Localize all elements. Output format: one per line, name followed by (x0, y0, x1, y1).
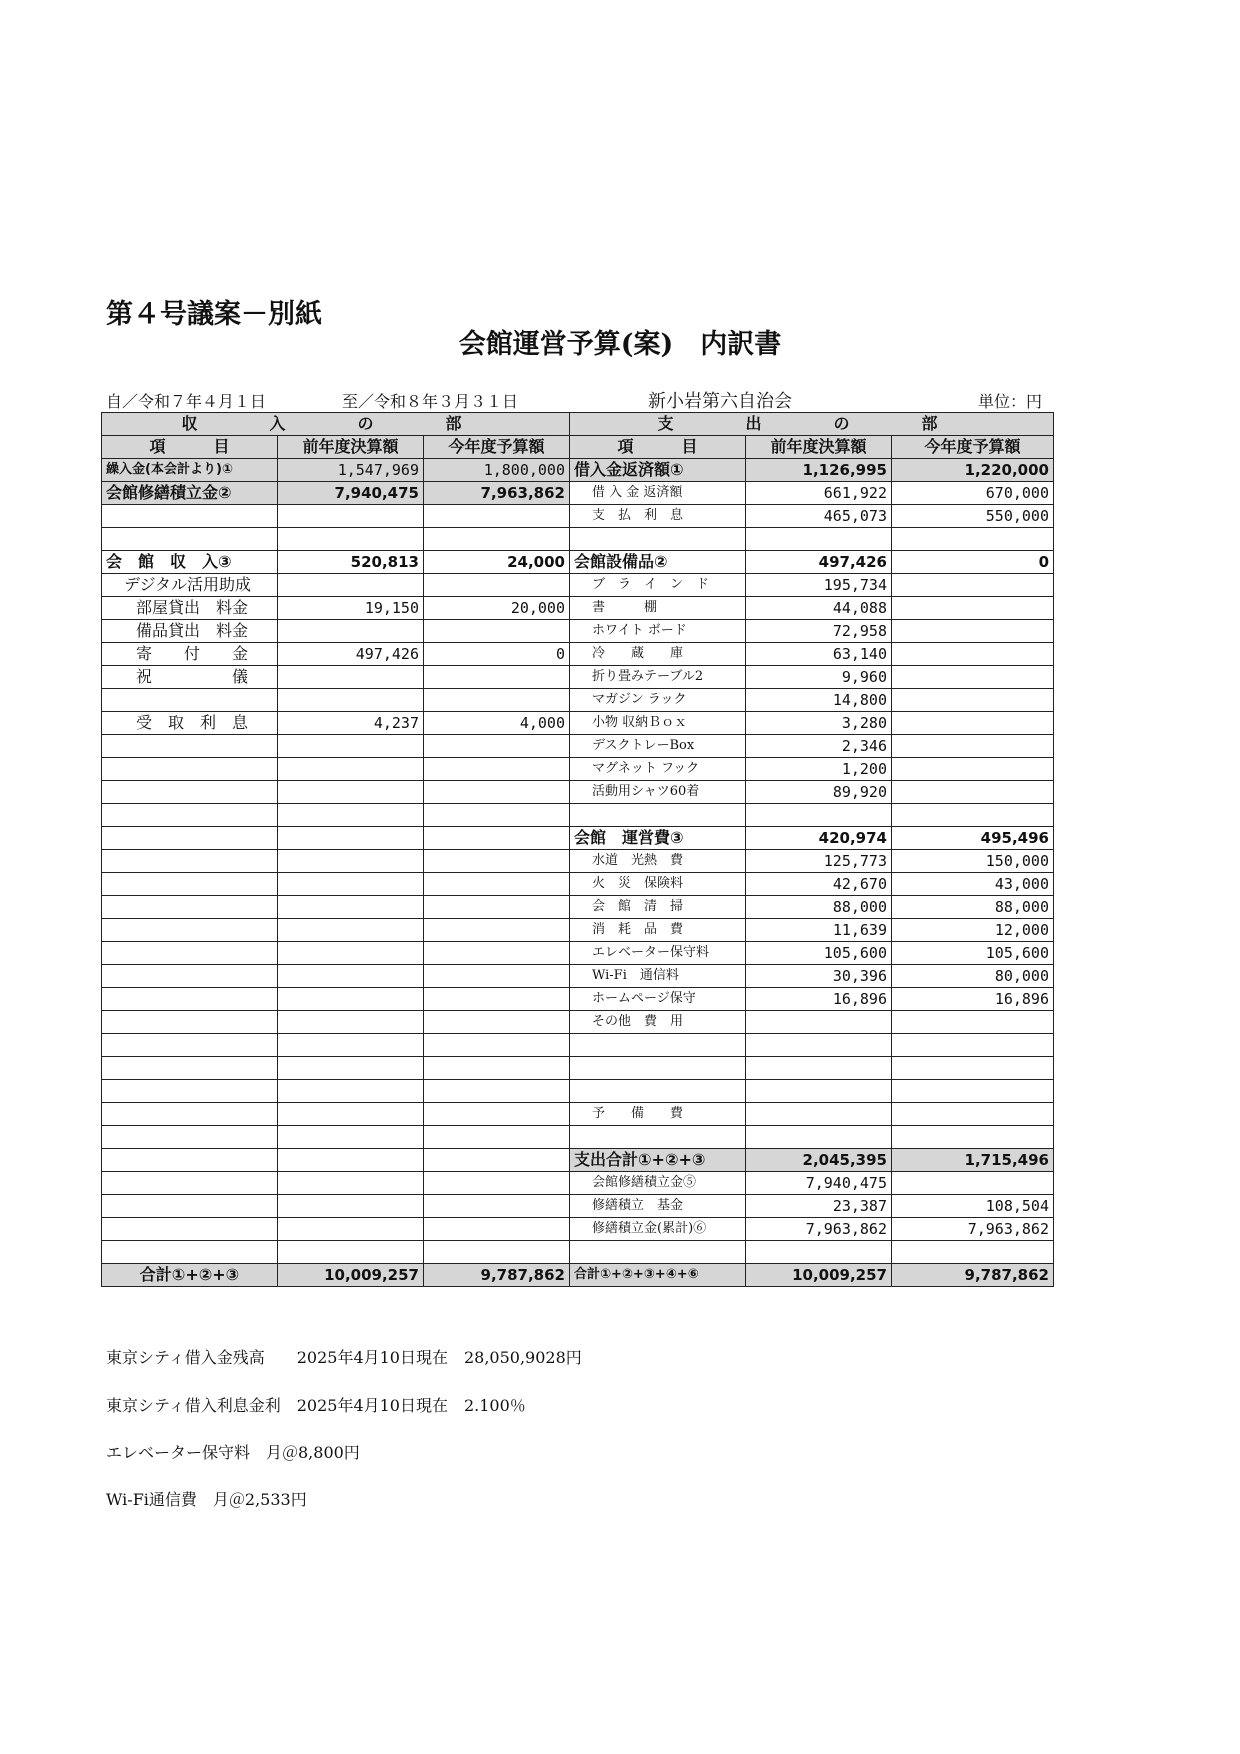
right-current-cell (892, 1011, 1054, 1034)
left-prev-cell (278, 988, 424, 1011)
left-item-cell (102, 965, 278, 988)
right-prev-cell: 125,773 (746, 850, 892, 873)
left-prev-cell: 10,009,257 (278, 1264, 424, 1287)
left-current-cell (424, 505, 570, 528)
left-item-cell (102, 1172, 278, 1195)
right-prev-cell: 661,922 (746, 482, 892, 505)
right-prev-cell: 1,126,995 (746, 459, 892, 482)
table-row (102, 620, 1054, 643)
right-item-cell: 支出合計①+②+③ (570, 1149, 746, 1172)
left-item-cell: 受 取 利 息 (102, 712, 278, 735)
right-item-cell (570, 1241, 746, 1264)
right-item-cell: 支 払 利 息 (570, 505, 746, 528)
right-item-cell: 修繕積立 基金 (570, 1195, 746, 1218)
left-current-cell (424, 1034, 570, 1057)
right-prev-cell: 2,346 (746, 735, 892, 758)
left-item-cell (102, 827, 278, 850)
table-row (102, 1172, 1054, 1195)
left-current-cell (424, 1103, 570, 1126)
left-prev-cell (278, 1057, 424, 1080)
left-item-cell (102, 1103, 278, 1126)
table-row (102, 965, 1054, 988)
right-item-cell: 借入金返済額① (570, 459, 746, 482)
left-item-cell (102, 758, 278, 781)
right-item-cell: ブ ラ イ ン ド (570, 574, 746, 597)
table-row (102, 942, 1054, 965)
left-current-cell (424, 574, 570, 597)
budget-table (101, 412, 1054, 1287)
left-prev-cell (278, 873, 424, 896)
left-prev-cell (278, 1103, 424, 1126)
table-row (102, 712, 1054, 735)
right-prev-cell (746, 1241, 892, 1264)
table-row (102, 1264, 1054, 1287)
right-current-cell (892, 735, 1054, 758)
left-prev-cell: 19,150 (278, 597, 424, 620)
right-item-cell: 予 備 費 (570, 1103, 746, 1126)
right-prev-cell: 63,140 (746, 643, 892, 666)
left-item-cell (102, 1195, 278, 1218)
left-current-cell (424, 896, 570, 919)
left-current-cell (424, 620, 570, 643)
expense-item-header: 項 目 (570, 436, 746, 459)
left-item-cell (102, 735, 278, 758)
right-item-cell (570, 1034, 746, 1057)
footnote: Wi-Fi通信費 月＠2,533円 (106, 1490, 307, 1509)
right-item-cell: 会館修繕積立金⑤ (570, 1172, 746, 1195)
left-item-cell: 備品貸出 料金 (102, 620, 278, 643)
table-row (102, 1011, 1054, 1034)
right-current-cell: 105,600 (892, 942, 1054, 965)
right-current-cell (892, 689, 1054, 712)
right-current-cell (892, 781, 1054, 804)
left-item-cell (102, 896, 278, 919)
left-prev-cell (278, 1080, 424, 1103)
right-item-cell: Wi-Fi 通信料 (570, 965, 746, 988)
right-current-cell: 670,000 (892, 482, 1054, 505)
left-current-cell (424, 689, 570, 712)
right-current-cell (892, 1103, 1054, 1126)
left-current-cell (424, 873, 570, 896)
left-prev-cell (278, 1241, 424, 1264)
left-prev-cell: 4,237 (278, 712, 424, 735)
right-current-cell (892, 1080, 1054, 1103)
left-prev-cell (278, 528, 424, 551)
left-prev-cell (278, 735, 424, 758)
right-prev-cell: 195,734 (746, 574, 892, 597)
table-row (102, 551, 1054, 574)
table-row (102, 574, 1054, 597)
left-item-cell (102, 781, 278, 804)
right-prev-cell: 30,396 (746, 965, 892, 988)
table-row (102, 735, 1054, 758)
unit-label: 単位：円 (978, 392, 1043, 411)
left-item-cell (102, 505, 278, 528)
right-current-cell (892, 528, 1054, 551)
left-prev-cell (278, 620, 424, 643)
left-item-cell: 会 館 収 入③ (102, 551, 278, 574)
left-prev-cell (278, 1011, 424, 1034)
left-prev-cell (278, 965, 424, 988)
right-current-cell: 150,000 (892, 850, 1054, 873)
left-item-cell (102, 1080, 278, 1103)
income-section-header: 収 入 の 部 (102, 413, 570, 436)
right-item-cell: ホワイト ボード (570, 620, 746, 643)
right-current-cell (892, 574, 1054, 597)
right-prev-cell: 3,280 (746, 712, 892, 735)
left-current-cell (424, 1218, 570, 1241)
left-item-cell (102, 1011, 278, 1034)
right-prev-cell: 420,974 (746, 827, 892, 850)
right-current-cell: 9,787,862 (892, 1264, 1054, 1287)
left-current-cell (424, 988, 570, 1011)
left-current-cell: 0 (424, 643, 570, 666)
right-prev-cell: 14,800 (746, 689, 892, 712)
table-row (102, 1057, 1054, 1080)
right-item-cell: 冷 蔵 庫 (570, 643, 746, 666)
table-row (102, 827, 1054, 850)
left-prev-cell (278, 758, 424, 781)
right-item-cell: 活動用シャツ60着 (570, 781, 746, 804)
left-prev-cell (278, 1195, 424, 1218)
footnote: エレベーター保守料 月＠8,800円 (106, 1443, 360, 1462)
period-from: 自／令和７年４月１日 (106, 392, 267, 411)
left-item-cell (102, 528, 278, 551)
left-prev-cell: 497,426 (278, 643, 424, 666)
right-current-cell (892, 758, 1054, 781)
left-current-cell (424, 850, 570, 873)
right-item-cell: マグネット フック (570, 758, 746, 781)
table-row (102, 873, 1054, 896)
left-prev-cell: 7,940,475 (278, 482, 424, 505)
table-row (102, 1034, 1054, 1057)
table-row (102, 505, 1054, 528)
right-current-cell: 0 (892, 551, 1054, 574)
income-prev-header: 前年度決算額 (278, 436, 424, 459)
table-row (102, 850, 1054, 873)
table-row (102, 666, 1054, 689)
left-current-cell (424, 1241, 570, 1264)
right-prev-cell: 105,600 (746, 942, 892, 965)
left-item-cell (102, 1149, 278, 1172)
table-row (102, 896, 1054, 919)
right-current-cell (892, 804, 1054, 827)
left-item-cell: 会館修繕積立金② (102, 482, 278, 505)
right-current-cell (892, 1034, 1054, 1057)
expense-current-header: 今年度予算額 (892, 436, 1054, 459)
right-prev-cell (746, 528, 892, 551)
left-item-cell (102, 942, 278, 965)
right-current-cell (892, 1057, 1054, 1080)
left-item-cell (102, 804, 278, 827)
left-item-cell (102, 1034, 278, 1057)
right-current-cell: 12,000 (892, 919, 1054, 942)
left-item-cell (102, 689, 278, 712)
table-row (102, 758, 1054, 781)
left-current-cell (424, 666, 570, 689)
right-item-cell (570, 1080, 746, 1103)
document-title: 会館運営予算(案) 内訳書 (458, 329, 782, 360)
table-row (102, 781, 1054, 804)
right-current-cell: 495,496 (892, 827, 1054, 850)
left-current-cell (424, 1195, 570, 1218)
right-prev-cell: 7,940,475 (746, 1172, 892, 1195)
right-item-cell: 会館設備品② (570, 551, 746, 574)
right-prev-cell: 44,088 (746, 597, 892, 620)
organization-name: 新小岩第六自治会 (648, 391, 792, 412)
right-item-cell: ホームページ保守 (570, 988, 746, 1011)
right-prev-cell: 1,200 (746, 758, 892, 781)
right-item-cell (570, 1057, 746, 1080)
left-prev-cell (278, 1034, 424, 1057)
table-row (102, 1241, 1054, 1264)
left-prev-cell (278, 1149, 424, 1172)
right-prev-cell (746, 1034, 892, 1057)
left-current-cell: 20,000 (424, 597, 570, 620)
table-row (102, 919, 1054, 942)
right-current-cell (892, 1241, 1054, 1264)
left-item-cell (102, 1241, 278, 1264)
right-item-cell: 借 入 金 返済額 (570, 482, 746, 505)
right-current-cell (892, 1126, 1054, 1149)
right-prev-cell (746, 1080, 892, 1103)
left-prev-cell: 520,813 (278, 551, 424, 574)
left-current-cell: 9,787,862 (424, 1264, 570, 1287)
right-current-cell: 7,963,862 (892, 1218, 1054, 1241)
left-current-cell (424, 1011, 570, 1034)
income-current-header: 今年度予算額 (424, 436, 570, 459)
table-row (102, 482, 1054, 505)
right-current-cell: 1,220,000 (892, 459, 1054, 482)
table-row (102, 689, 1054, 712)
section-header-row (102, 413, 1054, 436)
right-prev-cell: 89,920 (746, 781, 892, 804)
right-current-cell (892, 597, 1054, 620)
expense-prev-header: 前年度決算額 (746, 436, 892, 459)
right-current-cell: 16,896 (892, 988, 1054, 1011)
left-item-cell (102, 1057, 278, 1080)
right-prev-cell: 11,639 (746, 919, 892, 942)
left-item-cell (102, 873, 278, 896)
left-item-cell (102, 1218, 278, 1241)
right-item-cell: 合計①+②+③+④+⑥ (570, 1264, 746, 1287)
income-item-header: 項 目 (102, 436, 278, 459)
right-item-cell (570, 528, 746, 551)
left-prev-cell (278, 827, 424, 850)
right-prev-cell: 9,960 (746, 666, 892, 689)
right-prev-cell: 72,958 (746, 620, 892, 643)
left-item-cell: 寄 付 金 (102, 643, 278, 666)
right-prev-cell: 465,073 (746, 505, 892, 528)
table-row (102, 459, 1054, 482)
left-item-cell (102, 919, 278, 942)
right-prev-cell: 10,009,257 (746, 1264, 892, 1287)
right-current-cell (892, 712, 1054, 735)
left-prev-cell (278, 919, 424, 942)
left-current-cell: 7,963,862 (424, 482, 570, 505)
left-current-cell (424, 1149, 570, 1172)
right-prev-cell: 42,670 (746, 873, 892, 896)
left-current-cell (424, 1172, 570, 1195)
right-item-cell: 書 棚 (570, 597, 746, 620)
table-row (102, 1149, 1054, 1172)
table-row (102, 597, 1054, 620)
left-current-cell (424, 827, 570, 850)
right-item-cell: デスクトレーBox (570, 735, 746, 758)
right-item-cell: 水道 光熱 費 (570, 850, 746, 873)
right-item-cell (570, 804, 746, 827)
right-item-cell (570, 1126, 746, 1149)
left-prev-cell (278, 804, 424, 827)
left-prev-cell (278, 942, 424, 965)
table-row (102, 804, 1054, 827)
left-current-cell (424, 965, 570, 988)
right-current-cell (892, 643, 1054, 666)
left-item-cell: 部屋貸出 料金 (102, 597, 278, 620)
right-prev-cell: 16,896 (746, 988, 892, 1011)
right-item-cell: 修繕積立金(累計)⑥ (570, 1218, 746, 1241)
right-prev-cell (746, 1011, 892, 1034)
right-current-cell: 43,000 (892, 873, 1054, 896)
left-current-cell (424, 735, 570, 758)
left-prev-cell: 1,547,969 (278, 459, 424, 482)
left-current-cell: 24,000 (424, 551, 570, 574)
table-row (102, 988, 1054, 1011)
left-item-cell (102, 850, 278, 873)
left-prev-cell (278, 574, 424, 597)
table-row (102, 1103, 1054, 1126)
left-current-cell: 4,000 (424, 712, 570, 735)
left-prev-cell (278, 666, 424, 689)
left-item-cell: 祝 儀 (102, 666, 278, 689)
right-prev-cell (746, 1057, 892, 1080)
right-current-cell: 1,715,496 (892, 1149, 1054, 1172)
left-prev-cell (278, 850, 424, 873)
expense-section-header: 支 出 の 部 (570, 413, 1054, 436)
left-prev-cell (278, 1126, 424, 1149)
right-current-cell: 88,000 (892, 896, 1054, 919)
left-current-cell (424, 804, 570, 827)
right-prev-cell: 88,000 (746, 896, 892, 919)
column-header-row (102, 436, 1054, 459)
left-item-cell: 繰入金(本会計より)① (102, 459, 278, 482)
left-item-cell (102, 988, 278, 1011)
left-current-cell (424, 919, 570, 942)
left-current-cell: 1,800,000 (424, 459, 570, 482)
right-item-cell: 会館 運営費③ (570, 827, 746, 850)
left-prev-cell (278, 1218, 424, 1241)
right-item-cell: 折り畳みテーブル2 (570, 666, 746, 689)
left-prev-cell (278, 896, 424, 919)
table-row (102, 1080, 1054, 1103)
right-current-cell: 108,504 (892, 1195, 1054, 1218)
right-prev-cell: 2,045,395 (746, 1149, 892, 1172)
right-current-cell: 550,000 (892, 505, 1054, 528)
document-label: 第４号議案－別紙 (106, 299, 322, 330)
table-row (102, 528, 1054, 551)
left-item-cell: 合計①+②+③ (102, 1264, 278, 1287)
left-current-cell (424, 942, 570, 965)
left-prev-cell (278, 689, 424, 712)
left-current-cell (424, 758, 570, 781)
right-item-cell: エレベーター保守料 (570, 942, 746, 965)
right-prev-cell: 7,963,862 (746, 1218, 892, 1241)
left-current-cell (424, 1126, 570, 1149)
footnote: 東京シティ借入利息金利 2025年4月10日現在 2.100％ (106, 1396, 526, 1415)
left-current-cell (424, 781, 570, 804)
left-prev-cell (278, 781, 424, 804)
table-row (102, 643, 1054, 666)
table-row (102, 1195, 1054, 1218)
right-item-cell: 火 災 保険料 (570, 873, 746, 896)
footnote: 東京シティ借入金残高 2025年4月10日現在 28,050,9028円 (106, 1348, 582, 1367)
left-current-cell (424, 1080, 570, 1103)
right-prev-cell (746, 804, 892, 827)
right-item-cell: 会 館 清 掃 (570, 896, 746, 919)
left-prev-cell (278, 1172, 424, 1195)
table-row (102, 1126, 1054, 1149)
table-row (102, 1218, 1054, 1241)
left-current-cell (424, 528, 570, 551)
left-item-cell (102, 1126, 278, 1149)
right-current-cell (892, 1172, 1054, 1195)
right-item-cell: 消 耗 品 費 (570, 919, 746, 942)
right-prev-cell (746, 1103, 892, 1126)
right-current-cell (892, 666, 1054, 689)
right-item-cell: その他 費 用 (570, 1011, 746, 1034)
left-prev-cell (278, 505, 424, 528)
left-current-cell (424, 1057, 570, 1080)
right-prev-cell: 23,387 (746, 1195, 892, 1218)
right-current-cell: 80,000 (892, 965, 1054, 988)
period-to: 至／令和８年３月３１日 (342, 392, 519, 411)
right-item-cell: 小物 収納Ｂｏｘ (570, 712, 746, 735)
left-item-cell: デジタル活用助成 (102, 574, 278, 597)
right-item-cell: マガジン ラック (570, 689, 746, 712)
right-prev-cell: 497,426 (746, 551, 892, 574)
right-prev-cell (746, 1126, 892, 1149)
right-current-cell (892, 620, 1054, 643)
